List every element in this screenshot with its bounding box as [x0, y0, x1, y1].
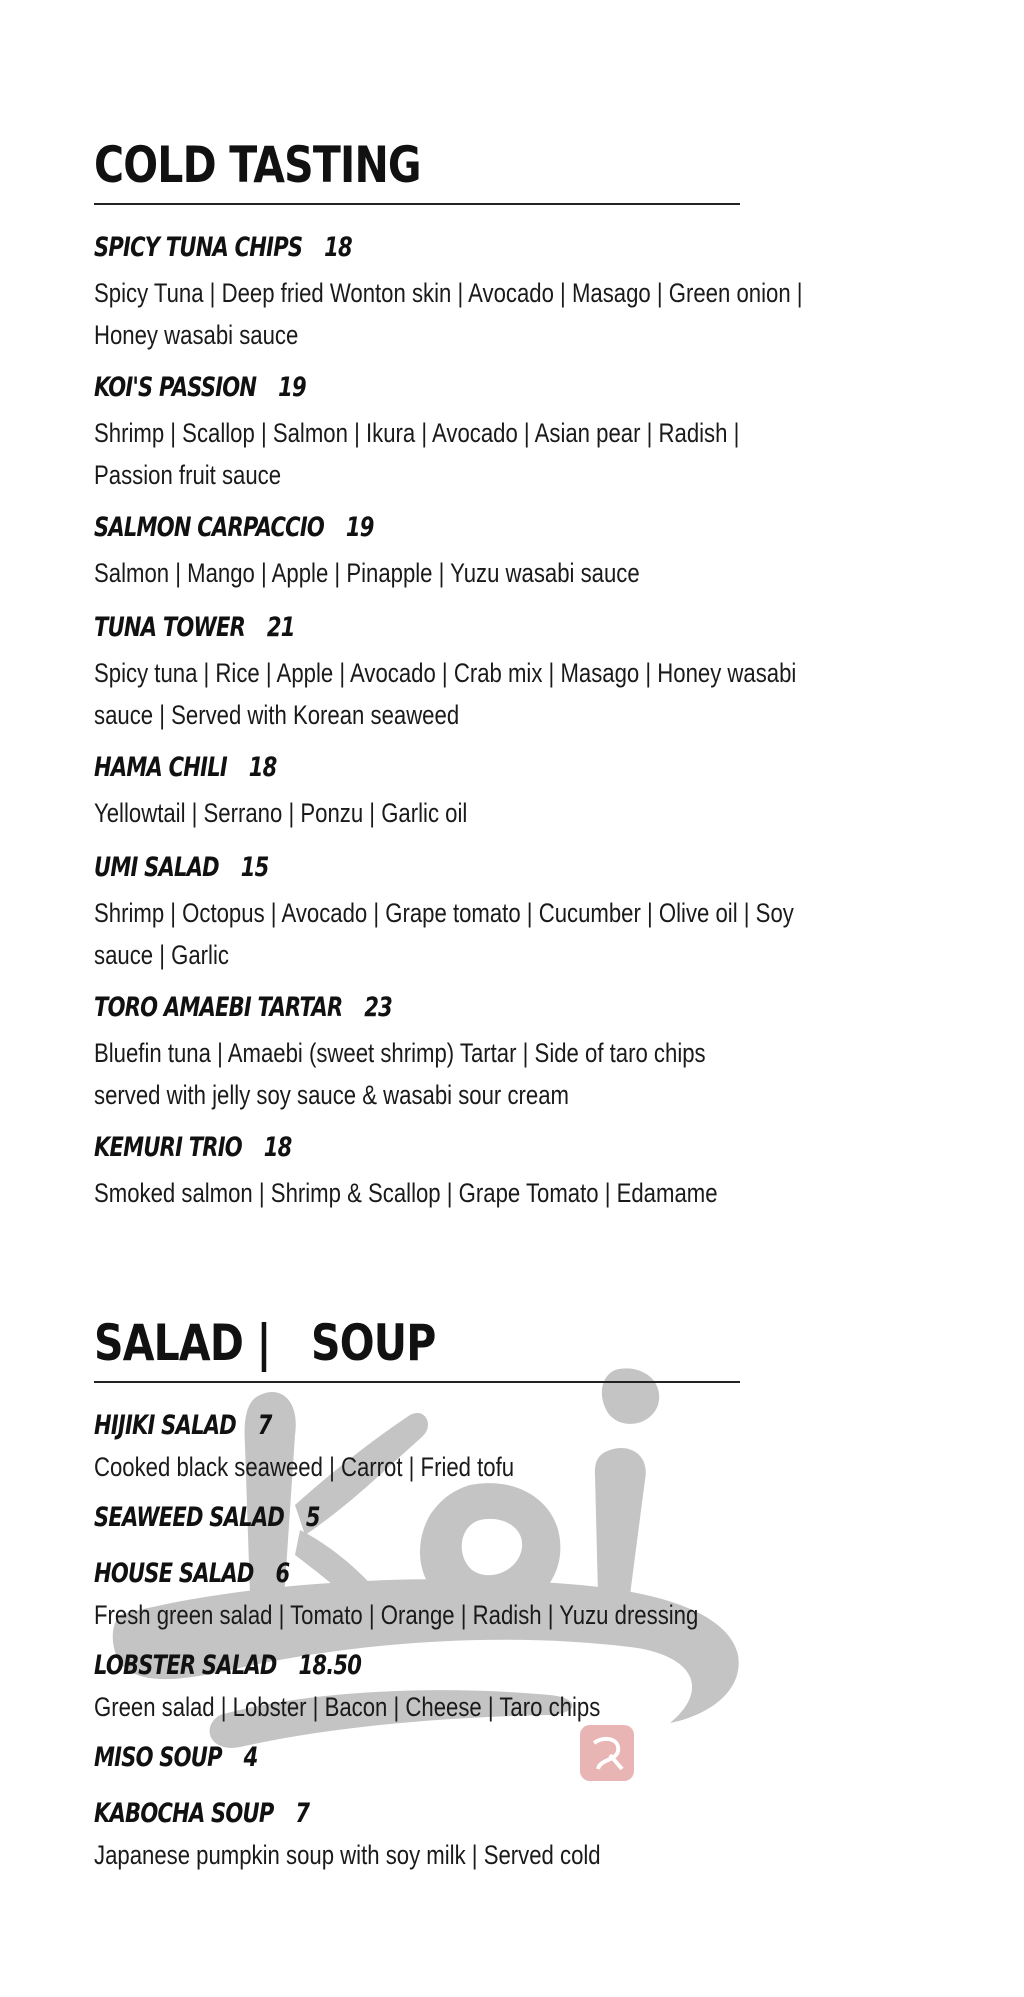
menu-item-name: UMI SALAD 15	[94, 852, 269, 883]
menu-item-name: TUNA TOWER 21	[94, 612, 295, 643]
menu-item-price: 7	[257, 1410, 272, 1441]
menu-item-price: 7	[295, 1798, 310, 1829]
menu-item-price: 15	[240, 852, 269, 883]
menu-item-description: Smoked salmon | Shrimp & Scallop | Grape Tomato | Edamame	[94, 1178, 718, 1208]
menu-item-price: 5	[305, 1502, 320, 1533]
menu-item-name: SEAWEED SALAD 5	[94, 1502, 320, 1533]
menu-item-description: Fresh green salad | Tomato | Orange | Radish | Yuzu dressing	[94, 1600, 699, 1630]
menu-item-price: 18.50	[298, 1650, 362, 1681]
menu-item-description: Bluefin tuna | Amaebi (sweet shrimp) Tartar | Side of taro chips served with jelly soy sauce & wasabi sour cream	[94, 1038, 706, 1110]
menu-item-description: Shrimp | Octopus | Avocado | Grape tomato | Cucumber | Olive oil | Soy sauce | Garlic	[94, 898, 794, 970]
menu-item-name: MISO SOUP 4	[94, 1742, 258, 1773]
menu-item-description: Japanese pumpkin soup with soy milk | Served cold	[94, 1840, 601, 1870]
menu-item-name: KOI'S PASSION 19	[94, 372, 306, 403]
menu-item-description: Green salad | Lobster | Bacon | Cheese | Taro chips	[94, 1692, 601, 1722]
section-title-cold-tasting: COLD TASTING	[94, 136, 421, 194]
menu-item-name: HAMA CHILI 18	[94, 752, 277, 783]
menu-item-description: Shrimp | Scallop | Salmon | Ikura | Avocado | Asian pear | Radish | Passion fruit sauce	[94, 418, 740, 490]
menu-item-name: LOBSTER SALAD 18.50	[94, 1650, 362, 1681]
menu-item-description: Yellowtail | Serrano | Ponzu | Garlic oil	[94, 798, 468, 828]
menu-item-price: 19	[345, 512, 374, 543]
menu-item-name: HOUSE SALAD 6	[94, 1558, 290, 1589]
menu-item-price: 19	[278, 372, 306, 403]
section-divider	[94, 1381, 740, 1383]
menu-item-price: 6	[275, 1558, 290, 1589]
menu-item-price: 18	[263, 1132, 292, 1163]
menu-item-name: KEMURI TRIO 18	[94, 1132, 292, 1163]
red-seal-stamp	[580, 1725, 634, 1781]
menu-item-description: Spicy tuna | Rice | Apple | Avocado | Crab mix | Masago | Honey wasabi sauce | Served with Korean seaweed	[94, 658, 797, 730]
menu-item-name: TORO AMAEBI TARTAR 23	[94, 992, 392, 1023]
menu-item-description: Spicy Tuna | Deep fried Wonton skin | Avocado | Masago | Green onion | Honey wasabi sauce	[94, 278, 803, 350]
menu-item-price: 21	[266, 612, 295, 643]
menu-item-name: KABOCHA SOUP 7	[94, 1798, 310, 1829]
menu-item-price: 18	[324, 232, 352, 263]
menu-item-price: 23	[364, 992, 392, 1023]
menu-item-price: 4	[243, 1742, 258, 1773]
menu-item-price: 18	[248, 752, 277, 783]
menu-item-name: HIJIKI SALAD 7	[94, 1410, 272, 1441]
menu-item-description: Salmon | Mango | Apple | Pinapple | Yuzu wasabi sauce	[94, 558, 640, 588]
menu-item-name: SALMON CARPACCIO 19	[94, 512, 374, 543]
section-title-salad-soup: SALAD | SOUP	[94, 1314, 436, 1372]
menu-item-name: SPICY TUNA CHIPS 18	[94, 232, 352, 263]
section-divider	[94, 203, 740, 205]
menu-item-description: Cooked black seaweed | Carrot | Fried tofu	[94, 1452, 515, 1482]
